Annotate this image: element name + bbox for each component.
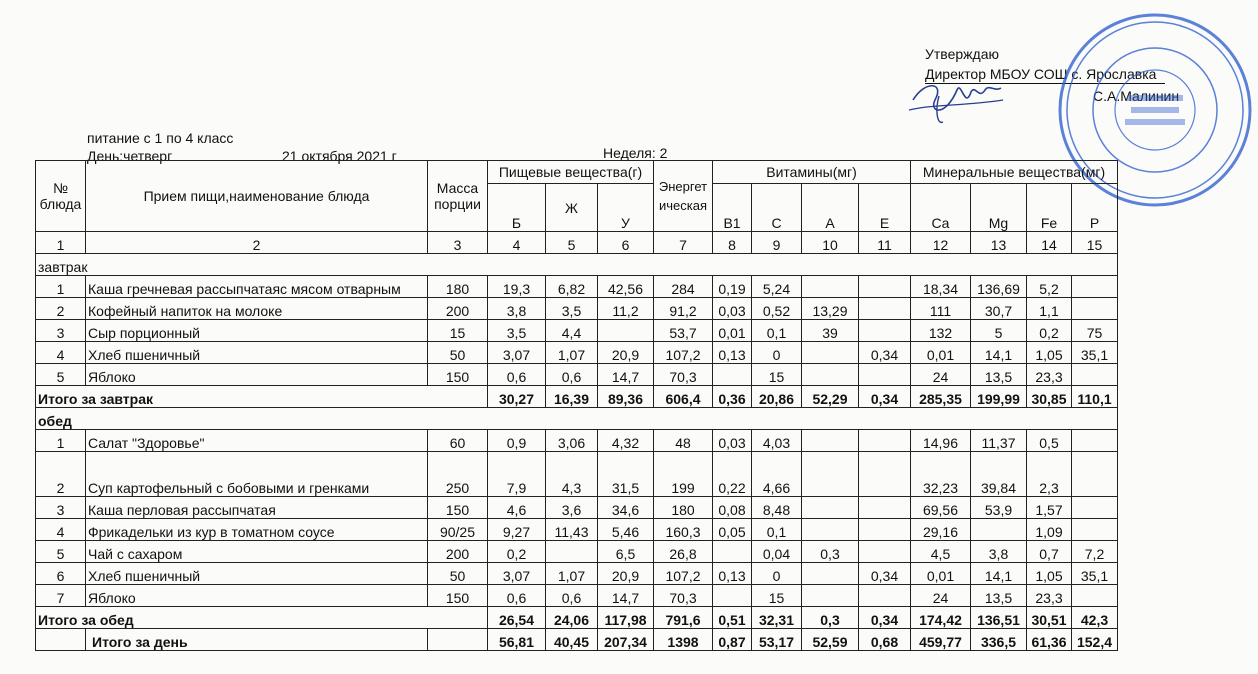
dish-name: Каша гречневая рассыпчатаяс мясом отварным: [86, 276, 428, 298]
table-cell: 0,05: [713, 519, 752, 541]
col-meal-header: Прием пищи,наименование блюда: [86, 161, 428, 232]
table-cell: 0: [752, 342, 802, 364]
table-cell: [802, 585, 859, 607]
table-cell: [859, 430, 911, 452]
table-cell: 15: [428, 320, 488, 342]
table-cell: 0,5: [1027, 430, 1072, 452]
table-cell: 3,06: [546, 430, 598, 452]
table-cell: 1: [36, 276, 86, 298]
table-row: [36, 585, 1118, 607]
day-total-cell: 0,68: [859, 629, 911, 651]
col-num-header: № блюда: [36, 161, 86, 232]
col-mg-header: Mg: [971, 184, 1027, 232]
table-cell: 20,9: [598, 342, 654, 364]
breakfast-label-row: [36, 254, 1118, 276]
table-cell: 180: [428, 276, 488, 298]
index-cell: 5: [546, 232, 598, 254]
table-cell: [802, 519, 859, 541]
table-cell: [1072, 519, 1118, 541]
table-cell: 6: [36, 563, 86, 585]
table-cell: 13,29: [802, 298, 859, 320]
table-cell: 1,07: [546, 563, 598, 585]
table-cell: 90/25: [428, 519, 488, 541]
table-cell: [802, 430, 859, 452]
table-cell: 1,07: [546, 342, 598, 364]
table-cell: 4,66: [752, 452, 802, 497]
table-cell: [971, 519, 1027, 541]
table-cell: 13,5: [971, 364, 1027, 386]
table-cell: 35,1: [1072, 563, 1118, 585]
table-cell: 2,3: [1027, 452, 1072, 497]
breakfast-total-row: [36, 386, 1118, 408]
table-cell: 0,13: [713, 342, 752, 364]
col-e-header: Е: [859, 184, 911, 232]
day-total-cell: 1398: [654, 629, 713, 651]
total-cell: 791,6: [654, 607, 713, 629]
table-cell: [859, 541, 911, 563]
index-cell: 6: [598, 232, 654, 254]
lunch-total-row: [36, 607, 1118, 629]
table-cell: 2: [36, 298, 86, 320]
table-cell: 14,7: [598, 585, 654, 607]
table-cell: 50: [428, 563, 488, 585]
table-cell: [713, 585, 752, 607]
dish-name: Кофейный напиток на молоке: [86, 298, 428, 320]
table-cell: 0,6: [546, 364, 598, 386]
table-cell: 150: [428, 497, 488, 519]
menu-table: [35, 160, 1118, 651]
table-cell: 70,3: [654, 364, 713, 386]
day-total-blank: [428, 629, 488, 651]
table-cell: 0,03: [713, 298, 752, 320]
table-row: [36, 320, 1118, 342]
table-cell: 31,5: [598, 452, 654, 497]
dish-name: Салат "Здоровье": [86, 430, 428, 452]
table-cell: 20,9: [598, 563, 654, 585]
table-cell: 1,09: [1027, 519, 1072, 541]
table-cell: [802, 452, 859, 497]
table-cell: 2: [36, 452, 86, 497]
table-cell: 3,6: [546, 497, 598, 519]
day-total-cell: 40,45: [546, 629, 598, 651]
day-total-cell: 61,36: [1027, 629, 1072, 651]
table-cell: 4,32: [598, 430, 654, 452]
day-total-cell: 0,87: [713, 629, 752, 651]
day-total-cell: 56,81: [488, 629, 546, 651]
day-total-label: Итого за день: [86, 629, 428, 651]
index-cell: 14: [1027, 232, 1072, 254]
col-fe-header: Fe: [1027, 184, 1072, 232]
table-cell: [1072, 430, 1118, 452]
col-vitamins-header: Витамины(мг): [713, 161, 911, 184]
table-row: [36, 563, 1118, 585]
table-row: [36, 342, 1118, 364]
table-cell: 9,27: [488, 519, 546, 541]
col-a-header: А: [802, 184, 859, 232]
table-row: [36, 541, 1118, 563]
col-c-header: С: [752, 184, 802, 232]
table-cell: 3,07: [488, 563, 546, 585]
table-cell: 4: [36, 342, 86, 364]
table-row: [36, 497, 1118, 519]
lunch-label-row: [36, 408, 1118, 430]
col-b-header: Б: [488, 184, 546, 232]
col-energy-header: Энергетическая: [654, 161, 713, 232]
table-cell: [1072, 497, 1118, 519]
index-row: [36, 232, 1118, 254]
table-cell: 180: [654, 497, 713, 519]
table-cell: 150: [428, 585, 488, 607]
col-minerals-header: Минеральные вещества(мг): [911, 161, 1118, 184]
table-cell: 48: [654, 430, 713, 452]
day-total-cell: 207,34: [598, 629, 654, 651]
table-cell: 250: [428, 452, 488, 497]
table-row: [36, 276, 1118, 298]
table-cell: 0,7: [1027, 541, 1072, 563]
table-cell: 1,1: [1027, 298, 1072, 320]
table-cell: 200: [428, 541, 488, 563]
table-cell: 136,69: [971, 276, 1027, 298]
total-cell: 32,31: [752, 607, 802, 629]
table-cell: 8,48: [752, 497, 802, 519]
table-cell: 0,01: [911, 563, 971, 585]
total-cell: 16,39: [546, 386, 598, 408]
table-cell: 1,57: [1027, 497, 1072, 519]
table-cell: 5,24: [752, 276, 802, 298]
lunch-total-label: Итого за обед: [36, 607, 488, 629]
table-cell: 69,56: [911, 497, 971, 519]
approval-label: Утверждаю: [925, 46, 999, 62]
dish-name: Чай с сахаром: [86, 541, 428, 563]
index-cell: 11: [859, 232, 911, 254]
table-cell: 34,6: [598, 497, 654, 519]
dish-name: Каша перловая рассыпчатая: [86, 497, 428, 519]
table-cell: 14,96: [911, 430, 971, 452]
table-cell: 0,1: [752, 320, 802, 342]
day-total-cell: 53,17: [752, 629, 802, 651]
table-cell: 4: [36, 519, 86, 541]
total-cell: 0,34: [859, 607, 911, 629]
total-cell: 30,51: [1027, 607, 1072, 629]
doc-date: 21 октября 2021 г: [282, 148, 397, 164]
table-cell: 30,7: [971, 298, 1027, 320]
table-cell: [802, 497, 859, 519]
table-cell: 0: [752, 563, 802, 585]
total-cell: 26,54: [488, 607, 546, 629]
day-total-cell: 336,5: [971, 629, 1027, 651]
approval-director: Директор МБОУ СОШ с. Ярославка: [925, 66, 1157, 82]
table-cell: 5: [971, 320, 1027, 342]
table-cell: 0,3: [802, 541, 859, 563]
index-cell: 3: [428, 232, 488, 254]
doc-week: Неделя: 2: [603, 145, 668, 161]
table-cell: 24: [911, 585, 971, 607]
table-cell: 15: [752, 585, 802, 607]
table-cell: 11,2: [598, 298, 654, 320]
table-cell: 0,01: [713, 320, 752, 342]
table-cell: [713, 541, 752, 563]
table-cell: [1072, 585, 1118, 607]
table-cell: [859, 519, 911, 541]
table-cell: 42,56: [598, 276, 654, 298]
table-cell: 6,5: [598, 541, 654, 563]
table-cell: 32,23: [911, 452, 971, 497]
table-cell: 13,5: [971, 585, 1027, 607]
table-cell: 3,8: [488, 298, 546, 320]
table-cell: 53,9: [971, 497, 1027, 519]
dish-name: Фрикадельки из кур в томатном соусе: [86, 519, 428, 541]
table-cell: 107,2: [654, 342, 713, 364]
index-cell: 4: [488, 232, 546, 254]
handwritten-signature: [905, 70, 1005, 130]
table-cell: 14,7: [598, 364, 654, 386]
table-cell: 4,3: [546, 452, 598, 497]
table-cell: 39,84: [971, 452, 1027, 497]
table-cell: 3: [36, 320, 86, 342]
table-cell: 7,2: [1072, 541, 1118, 563]
col-mass-header: Масса порции: [428, 161, 488, 232]
table-cell: 199: [654, 452, 713, 497]
index-cell: 13: [971, 232, 1027, 254]
table-cell: 1: [36, 430, 86, 452]
table-cell: 0,03: [713, 430, 752, 452]
total-cell: 30,85: [1027, 386, 1072, 408]
table-cell: [1072, 364, 1118, 386]
table-cell: 53,7: [654, 320, 713, 342]
total-cell: 285,35: [911, 386, 971, 408]
table-cell: 0,34: [859, 563, 911, 585]
table-row: [36, 519, 1118, 541]
table-cell: 5: [36, 364, 86, 386]
table-cell: 5,46: [598, 519, 654, 541]
index-cell: 12: [911, 232, 971, 254]
day-total-cell: 152,4: [1072, 629, 1118, 651]
table-cell: [859, 276, 911, 298]
table-cell: 111: [911, 298, 971, 320]
table-cell: 70,3: [654, 585, 713, 607]
table-cell: [859, 320, 911, 342]
table-row: [36, 298, 1118, 320]
table-cell: 18,34: [911, 276, 971, 298]
table-cell: 150: [428, 364, 488, 386]
table-cell: [802, 364, 859, 386]
index-cell: 9: [752, 232, 802, 254]
table-row: [36, 364, 1118, 386]
col-nutrients-header: Пищевые вещества(г): [488, 161, 654, 184]
total-cell: 20,86: [752, 386, 802, 408]
index-cell: 8: [713, 232, 752, 254]
table-cell: 3,5: [488, 320, 546, 342]
total-cell: 89,36: [598, 386, 654, 408]
table-cell: 0,13: [713, 563, 752, 585]
col-b1-header: В1: [713, 184, 752, 232]
total-cell: 199,99: [971, 386, 1027, 408]
table-cell: 0,04: [752, 541, 802, 563]
doc-title: питание с 1 по 4 класс: [87, 130, 234, 146]
table-cell: [598, 320, 654, 342]
table-cell: 4,6: [488, 497, 546, 519]
table-cell: [1072, 298, 1118, 320]
index-cell: 10: [802, 232, 859, 254]
table-cell: [713, 364, 752, 386]
col-zh-header: Ж: [546, 184, 598, 232]
dish-name: Суп картофельный с бобовыми и гренками: [86, 452, 428, 497]
table-cell: 7: [36, 585, 86, 607]
table-cell: 200: [428, 298, 488, 320]
total-cell: 606,4: [654, 386, 713, 408]
index-cell: 7: [654, 232, 713, 254]
table-cell: 4,5: [911, 541, 971, 563]
table-cell: 24: [911, 364, 971, 386]
approval-name: С.А.Малинин: [1093, 88, 1180, 104]
total-cell: 110,1: [1072, 386, 1118, 408]
dish-name: Сыр порционный: [86, 320, 428, 342]
total-cell: 174,42: [911, 607, 971, 629]
table-cell: 0,9: [488, 430, 546, 452]
table-cell: 39: [802, 320, 859, 342]
day-total-cell: 459,77: [911, 629, 971, 651]
total-cell: 0,34: [859, 386, 911, 408]
lunch-label: обед: [36, 408, 1118, 430]
table-cell: 23,3: [1027, 364, 1072, 386]
col-p-header: P: [1072, 184, 1118, 232]
table-cell: 5: [36, 541, 86, 563]
table-cell: 0,2: [1027, 320, 1072, 342]
total-cell: 136,51: [971, 607, 1027, 629]
table-cell: 0,1: [752, 519, 802, 541]
doc-day: День:четверг: [87, 148, 173, 164]
dish-name: Яблоко: [86, 585, 428, 607]
table-cell: 0,34: [859, 342, 911, 364]
index-cell: 1: [36, 232, 86, 254]
table-row: [36, 430, 1118, 452]
table-cell: [859, 298, 911, 320]
table-cell: 5,2: [1027, 276, 1072, 298]
table-row: [36, 452, 1118, 497]
table-cell: 60: [428, 430, 488, 452]
table-cell: 3,5: [546, 298, 598, 320]
total-cell: 42,3: [1072, 607, 1118, 629]
total-cell: 0,3: [802, 607, 859, 629]
table-cell: 4,4: [546, 320, 598, 342]
dish-name: Яблоко: [86, 364, 428, 386]
table-cell: 14,1: [971, 342, 1027, 364]
table-cell: 11,37: [971, 430, 1027, 452]
table-cell: 4,03: [752, 430, 802, 452]
table-cell: [859, 452, 911, 497]
total-cell: 0,36: [713, 386, 752, 408]
table-cell: 0,08: [713, 497, 752, 519]
total-cell: 52,29: [802, 386, 859, 408]
dish-name: Хлеб пшеничный: [86, 342, 428, 364]
table-cell: 3,07: [488, 342, 546, 364]
total-cell: 30,27: [488, 386, 546, 408]
index-cell: 2: [86, 232, 428, 254]
table-cell: 1,05: [1027, 563, 1072, 585]
approval-block: [925, 44, 1180, 104]
col-u-header: У: [598, 184, 654, 232]
table-cell: [802, 563, 859, 585]
dish-name: Хлеб пшеничный: [86, 563, 428, 585]
table-cell: 132: [911, 320, 971, 342]
table-cell: [1072, 276, 1118, 298]
index-cell: 15: [1072, 232, 1118, 254]
table-cell: 160,3: [654, 519, 713, 541]
table-cell: 3: [36, 497, 86, 519]
breakfast-label: завтрак: [36, 254, 1118, 276]
col-ca-header: Ca: [911, 184, 971, 232]
table-cell: 29,16: [911, 519, 971, 541]
table-cell: [859, 497, 911, 519]
table-cell: [859, 585, 911, 607]
table-cell: [859, 364, 911, 386]
table-cell: [546, 541, 598, 563]
table-cell: 107,2: [654, 563, 713, 585]
table-cell: 11,43: [546, 519, 598, 541]
table-cell: 284: [654, 276, 713, 298]
table-cell: 0,19: [713, 276, 752, 298]
table-cell: 14,1: [971, 563, 1027, 585]
table-cell: [802, 276, 859, 298]
header-row-1: [36, 161, 1118, 184]
day-total-row: [36, 629, 1118, 651]
table-cell: 3,8: [971, 541, 1027, 563]
table-cell: 0,6: [488, 585, 546, 607]
table-cell: 35,1: [1072, 342, 1118, 364]
total-cell: 117,98: [598, 607, 654, 629]
total-cell: 24,06: [546, 607, 598, 629]
table-cell: 19,3: [488, 276, 546, 298]
total-cell: 0,51: [713, 607, 752, 629]
table-cell: 15: [752, 364, 802, 386]
day-total-cell: 52,59: [802, 629, 859, 651]
table-cell: 0,52: [752, 298, 802, 320]
table-cell: 0,22: [713, 452, 752, 497]
table-cell: 6,82: [546, 276, 598, 298]
breakfast-total-label: Итого за завтрак: [36, 386, 488, 408]
table-cell: 26,8: [654, 541, 713, 563]
table-cell: 1,05: [1027, 342, 1072, 364]
table-cell: 75: [1072, 320, 1118, 342]
table-cell: 91,2: [654, 298, 713, 320]
table-cell: 7,9: [488, 452, 546, 497]
table-cell: 23,3: [1027, 585, 1072, 607]
table-cell: 0,6: [488, 364, 546, 386]
table-cell: 0,2: [488, 541, 546, 563]
table-cell: 0,01: [911, 342, 971, 364]
table-cell: [802, 342, 859, 364]
table-cell: [1072, 452, 1118, 497]
table-cell: 0,6: [546, 585, 598, 607]
table-cell: 50: [428, 342, 488, 364]
day-total-blank: [36, 629, 86, 651]
